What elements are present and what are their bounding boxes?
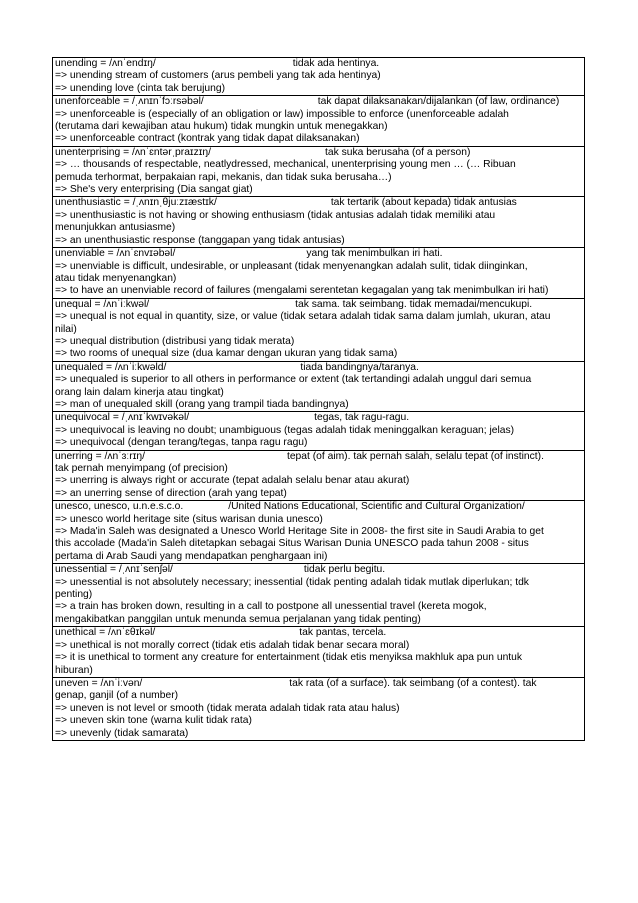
entry-line: => unenviable is difficult, undesirable, or unpleasant (tidak menyenangkan adalah sulit, tidak diinginkan, bbox=[55, 260, 528, 272]
entry-line: => unenforceable is (especially of an obligation or law) impossible to enforce (unenforceable adalah bbox=[55, 108, 509, 120]
dictionary-entry bbox=[52, 411, 585, 449]
entry-line: => unequal is not equal in quantity, size, or value (tidak setara adalah tidak sama dalam jumlah, ukuran, atau bbox=[55, 311, 551, 323]
entry-line: => unequaled is superior to all others in performance or extent (tak tertandingi adalah unggul dari semua bbox=[55, 374, 532, 386]
entry-line: => uneven skin tone (warna kulit tidak rata) bbox=[55, 715, 252, 727]
entry-line: => unenthusiastic is not having or showing enthusiasm (tidak antusias adalah tidak memiliki atau bbox=[55, 209, 496, 221]
headword: unequal = /ʌnˈiːkwəl/ bbox=[55, 298, 150, 310]
entry-line: => it is unethical to torment any creature for entertainment (tidak etis menyiksa makhluk apa pun untuk bbox=[55, 652, 523, 664]
dictionary-entry bbox=[52, 563, 585, 626]
dictionary-entry bbox=[52, 57, 585, 95]
dictionary-entry bbox=[52, 450, 585, 501]
entry-line: => unerring is always right or accurate (tepat adalah selalu benar atau akurat) bbox=[55, 475, 410, 487]
entry-line: => unenforceable contract (kontrak yang tidak dapat dilaksanakan) bbox=[55, 133, 360, 145]
headword: unenforceable = /ˌʌnɪnˈfɔːrsəbəl/ bbox=[55, 96, 204, 108]
entry-line: nilai) bbox=[55, 323, 77, 335]
entry-line: this accolade (Mada'in Saleh ditetapkan sebagai Situs Warisan Dunia UNESCO pada tahun 2008 - situs bbox=[55, 538, 529, 550]
dictionary-entry bbox=[52, 500, 585, 563]
entry-line: => Mada'in Saleh was designated a Unesco World Heritage Site in 2008- the first site in Saudi Arabia to get bbox=[55, 526, 544, 538]
entry-line: pertama di Arab Saudi yang mendapatkan penghargaan ini) bbox=[55, 550, 328, 562]
dictionary-entry bbox=[52, 95, 585, 146]
entry-line: => … thousands of respectable, neatlydressed, mechanical, unenterprising young men … (… Ribuan bbox=[55, 159, 516, 171]
dictionary-entry bbox=[52, 298, 585, 361]
entry-headline bbox=[53, 627, 584, 639]
entry-headline bbox=[53, 197, 584, 209]
entry-line: => unessential is not absolutely necessary; inessential (tidak penting adalah tidak mutlak diperlukan; tdk bbox=[55, 576, 529, 588]
entry-line: atau tidak menyenangkan) bbox=[55, 272, 177, 284]
entry-line: tak pernah menyimpang (of precision) bbox=[55, 463, 228, 474]
entry-line: => unequivocal is leaving no doubt; unambiguous (tegas adalah tidak meninggalkan keraguan; jelas) bbox=[55, 424, 515, 436]
dictionary-entry bbox=[52, 196, 585, 247]
entry-headline bbox=[53, 248, 584, 260]
headword: unessential = /ˌʌnɪˈsenʃəl/ bbox=[55, 564, 173, 576]
headword: unethical = /ʌnˈɛθɪkəl/ bbox=[55, 627, 156, 639]
headword: unerring = /ʌnˈɜːrɪŋ/ bbox=[55, 450, 145, 462]
definition: tak sama. tak seimbang. tidak memadai/mencukupi. bbox=[295, 298, 533, 310]
entry-line: => unending love (cinta tak berujung) bbox=[55, 82, 226, 94]
definition: tiada bandingnya/taranya. bbox=[300, 361, 419, 373]
entry-line: => uneven is not level or smooth (tidak merata adalah tidak rata atau halus) bbox=[55, 702, 400, 714]
headword: unequivocal = /ˌʌnɪˈkwɪvəkəl/ bbox=[55, 412, 190, 424]
entry-headline bbox=[53, 451, 584, 463]
entry-line: => unending stream of customers (arus pembeli yang tak ada hentinya) bbox=[55, 70, 381, 82]
headword: unending = /ʌnˈendɪŋ/ bbox=[55, 58, 156, 69]
definition: yang tak menimbulkan iri hati. bbox=[306, 248, 443, 260]
entry-line: penting) bbox=[55, 589, 93, 601]
entry-headline bbox=[53, 501, 584, 513]
entry-line: => unequal distribution (distribusi yang tidak merata) bbox=[55, 335, 295, 347]
headword: unequaled = /ʌnˈiːkwəld/ bbox=[55, 361, 167, 373]
entry-line: orang lain dalam kinerja atau tingkat) bbox=[55, 386, 224, 398]
dictionary-entry bbox=[52, 626, 585, 677]
headword: uneven = /ʌnˈiːvən/ bbox=[55, 677, 143, 689]
definition: tidak perlu begitu. bbox=[303, 564, 386, 576]
definition: tidak ada hentinya. bbox=[292, 58, 380, 69]
definition: tak suka berusaha (of a person) bbox=[325, 146, 471, 158]
dictionary-entry bbox=[52, 361, 585, 412]
entry-line: => a train has broken down, resulting in a call to postpone all unessential travel (kereta mogok, bbox=[55, 601, 487, 613]
entry-line: => an unerring sense of direction (arah yang tepat) bbox=[55, 487, 287, 499]
entry-line: => unesco world heritage site (situs warisan dunia unesco) bbox=[55, 513, 323, 525]
entry-line: => unethical is not morally correct (tidak etis adalah tidak benar secara moral) bbox=[55, 639, 410, 651]
entry-headline bbox=[53, 58, 584, 70]
definition: tak pantas, tercela. bbox=[299, 627, 387, 639]
entry-line: => unequivocal (dengan terang/tegas, tanpa ragu ragu) bbox=[55, 437, 308, 449]
definition: tak rata (of a surface). tak seimbang (of a contest). tak bbox=[289, 677, 537, 689]
definition: tegas, tak ragu-ragu. bbox=[314, 412, 410, 424]
entry-line: mengakibatkan panggilan untuk menunda semua perjalanan yang tidak penting) bbox=[55, 613, 421, 625]
definition: tak dapat dilaksanakan/dijalankan (of law, ordinance) bbox=[317, 96, 560, 108]
headword: unenthusiastic = /ˌʌnɪnˌθjuːzɪæstɪk/ bbox=[55, 197, 217, 209]
entry-line: menunjukkan antusiasme) bbox=[55, 222, 176, 234]
entry-line: hiburan) bbox=[55, 664, 93, 676]
entry-line: (terutama dari kewajiban atau hukum) tidak mungkin untuk menegakkan) bbox=[55, 121, 388, 133]
entry-line: => unevenly (tidak samarata) bbox=[55, 727, 189, 739]
entry-headline bbox=[53, 362, 584, 374]
definition: tak tertarik (about kepada) tidak antusias bbox=[330, 197, 517, 209]
entry-headline bbox=[53, 299, 584, 311]
entry-line: => two rooms of unequal size (dua kamar dengan ukuran yang tidak sama) bbox=[55, 348, 398, 360]
headword: unesco, unesco, u.n.e.s.c.o. bbox=[55, 501, 184, 513]
dictionary-entry bbox=[52, 677, 585, 741]
entry-line: => an unenthusiastic response (tanggapan yang tidak antusias) bbox=[55, 234, 345, 246]
entry-headline bbox=[53, 678, 584, 690]
definition: tepat (of aim). tak pernah salah, selalu tepat (of instinct). bbox=[286, 450, 544, 462]
headword: unenterprising = /ʌnˈɛntərˌpraɪzɪŋ/ bbox=[55, 146, 211, 158]
dictionary-entry bbox=[52, 247, 585, 298]
dictionary-entry bbox=[52, 146, 585, 197]
entry-headline bbox=[53, 412, 584, 424]
entry-headline bbox=[53, 147, 584, 159]
definition: /United Nations Educational, Scientific and Cultural Organization/ bbox=[228, 501, 525, 513]
dictionary-document bbox=[52, 57, 585, 741]
entry-line: => to have an unenviable record of failures (mengalami serentetan kegagalan yang tak menimbulkan iri hati) bbox=[55, 285, 549, 297]
entry-line: => She's very enterprising (Dia sangat giat) bbox=[55, 184, 253, 196]
entry-line: => man of unequaled skill (orang yang trampil tiada bandingnya) bbox=[55, 398, 349, 410]
entry-line: pemuda terhormat, berpakaian rapi, mekanis, dan tidak suka berusaha…) bbox=[55, 171, 392, 183]
headword: unenviable = /ʌnˈɛnvɪəbəl/ bbox=[55, 248, 176, 260]
entry-headline bbox=[53, 96, 584, 108]
entry-headline bbox=[53, 564, 584, 576]
entry-line: genap, ganjil (of a number) bbox=[55, 690, 179, 702]
